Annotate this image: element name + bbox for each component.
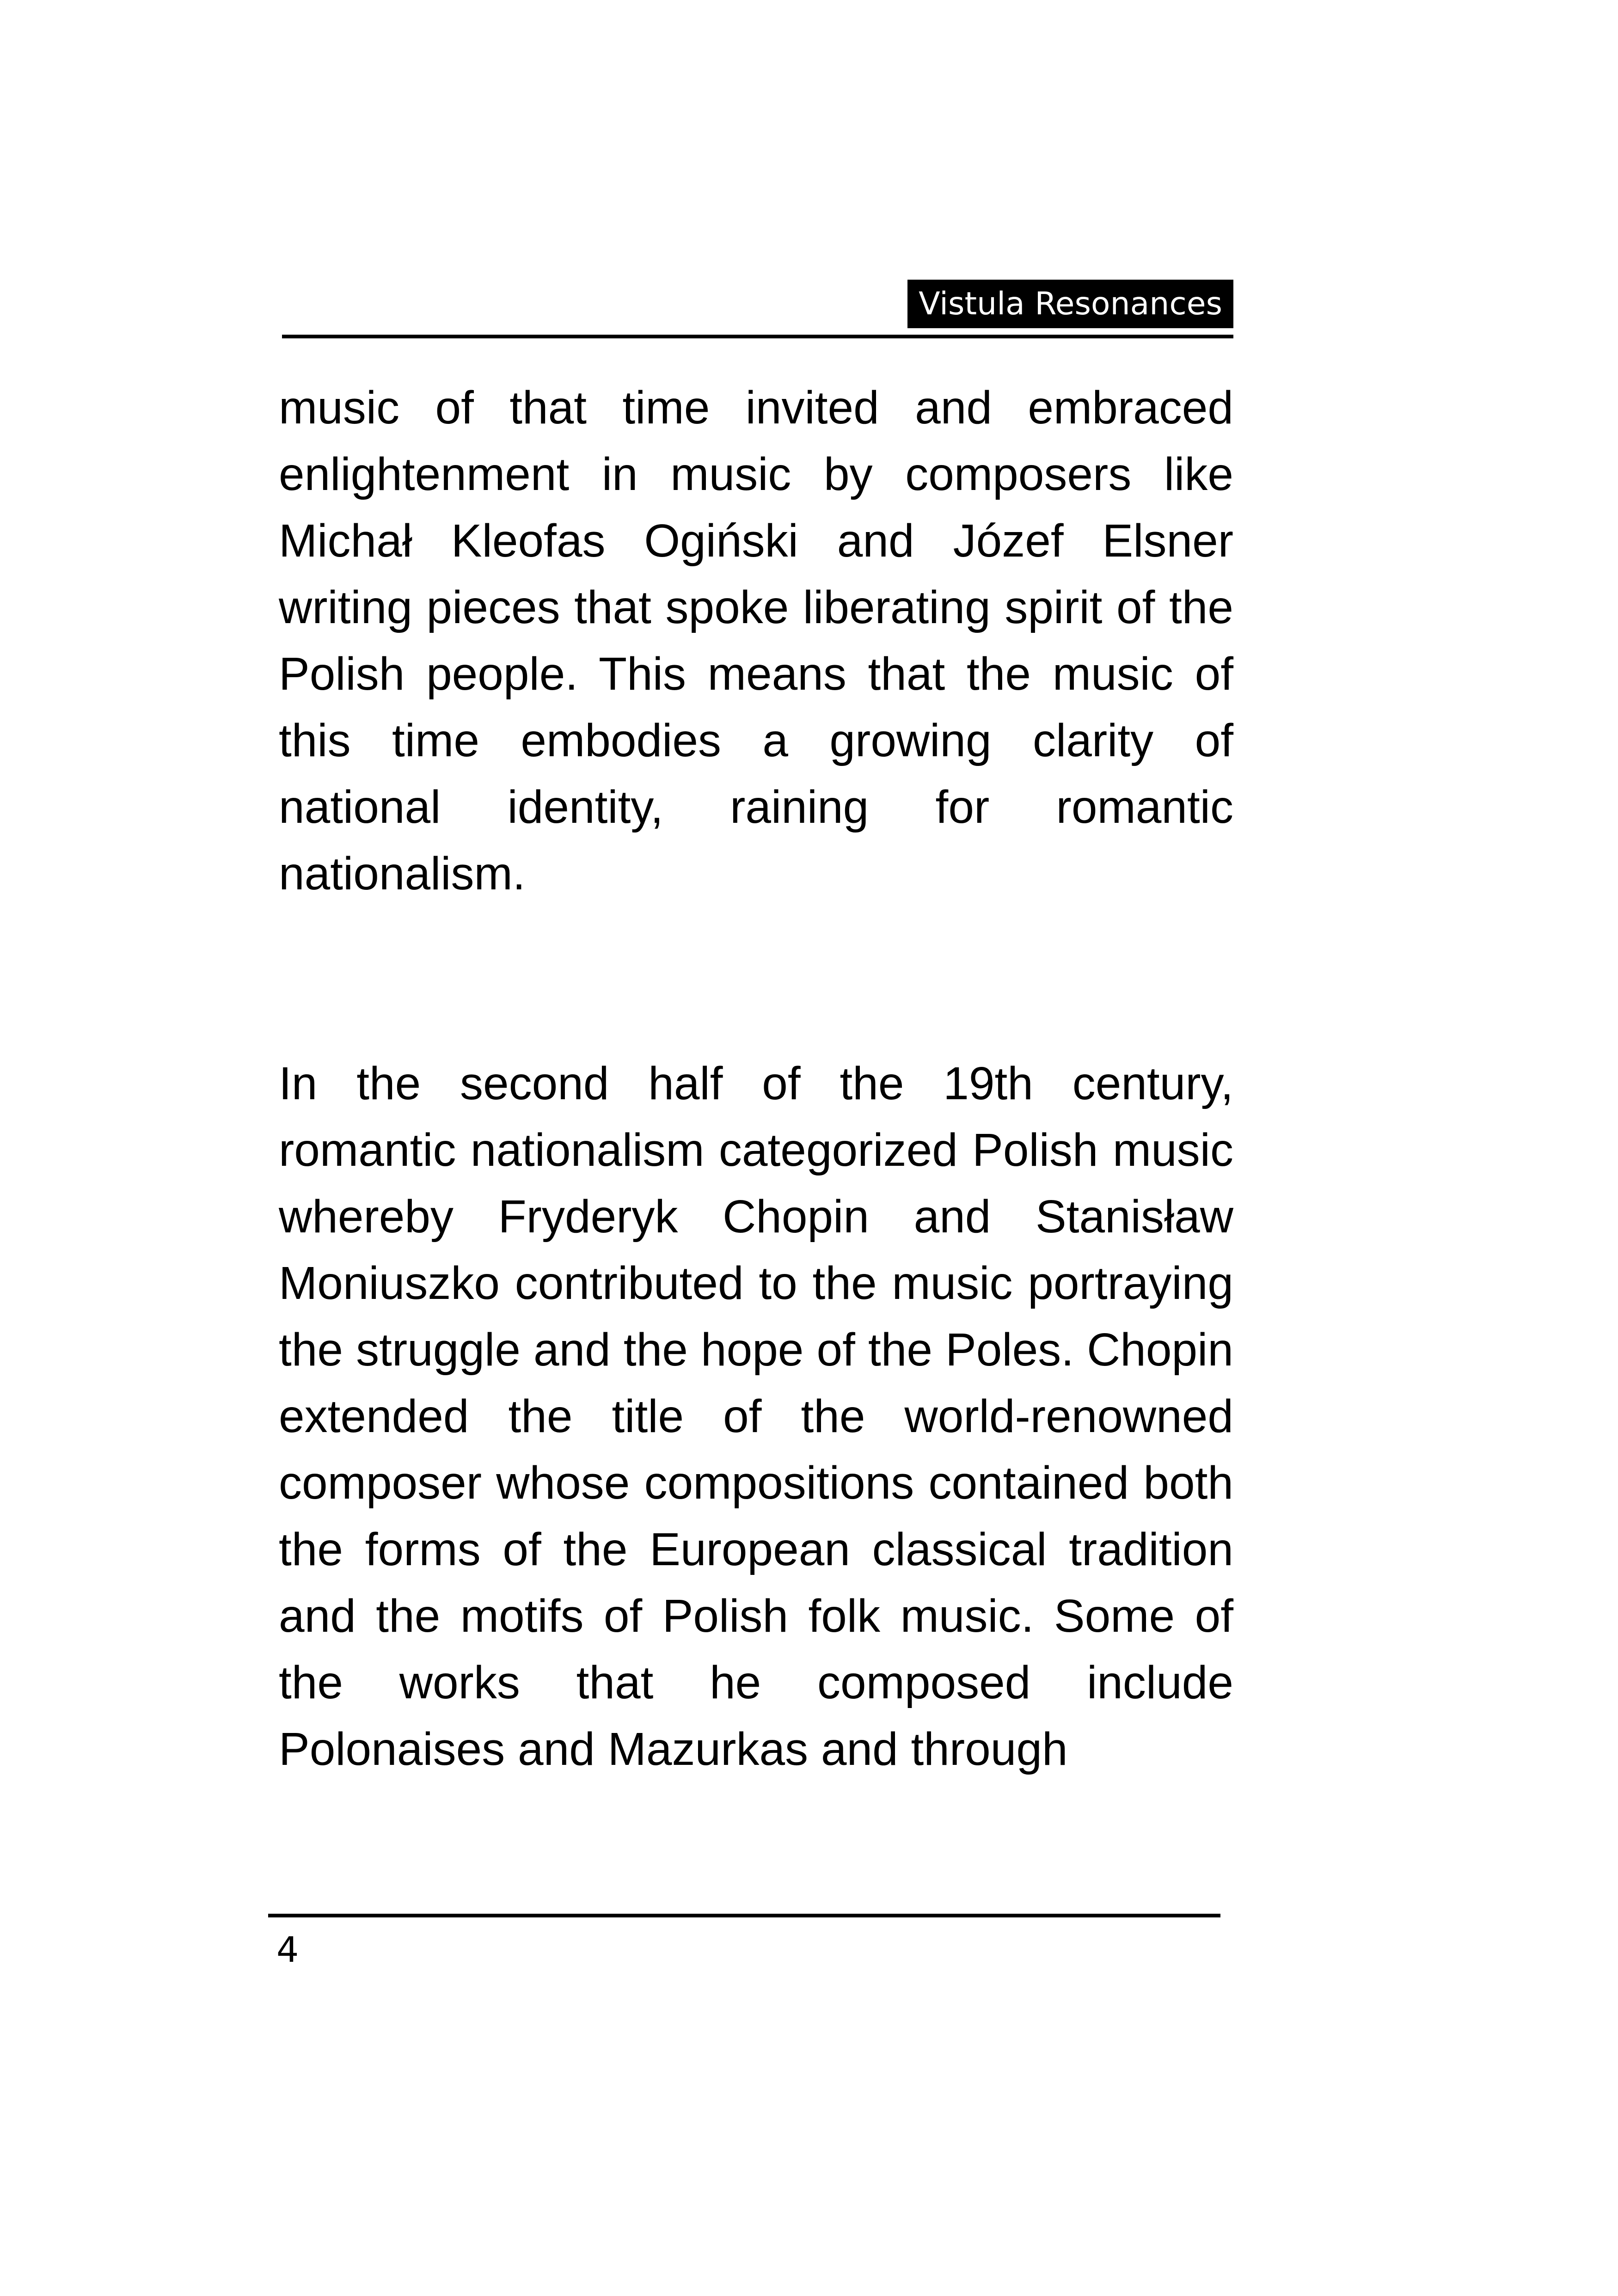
body-paragraph: music of that time invited and embraced enlightenment in music by composers like Michał Kleofas Ogiński and Józef Elsner writing pieces that spoke liberating spirit of the Polish people. This means that the music of this time embodies a growing clarity of national identity, raining for romantic nationalism. (279, 382, 1233, 900)
footer-divider (268, 1914, 1220, 1917)
running-header-title: Vistula Resonances (907, 280, 1233, 328)
header-divider (282, 335, 1233, 338)
page-number: 4 (276, 1929, 299, 1970)
body-paragraph: In the second half of the 19th century, romantic nationalism categorized Polish music whereby Fryderyk Chopin and Stanisław Moniuszko contributed to the music portraying the struggle and the hope of the Poles. Chopin extended the title of the world-renowned composer whose compositions contained both the forms of the European classical tradition and the motifs of Polish folk music. Some of the works that he composed include Polonaises and Mazurkas and through (279, 1058, 1233, 1775)
